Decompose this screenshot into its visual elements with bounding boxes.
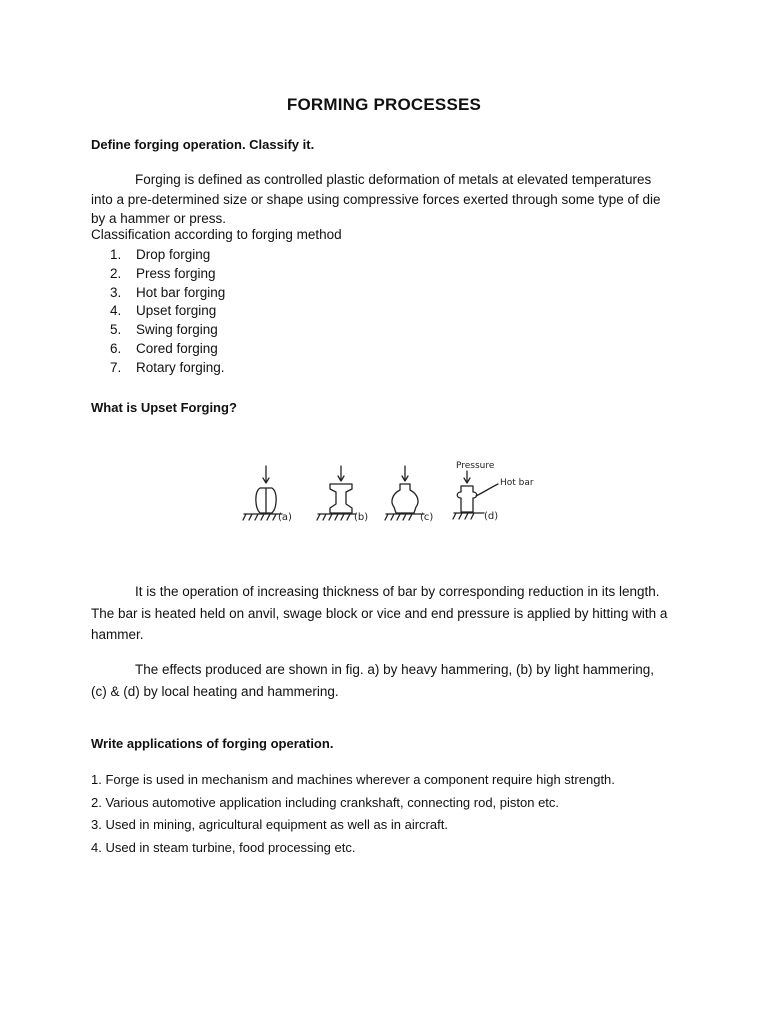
upset-line-1: It is the operation of increasing thickness of bar by corresponding reduction in its length. bbox=[135, 584, 660, 599]
upset-line-3: hammer. bbox=[91, 627, 144, 642]
forging-methods-list bbox=[110, 246, 225, 378]
upset-forging-figure bbox=[236, 452, 556, 532]
list-item: 5. Swing forging bbox=[110, 322, 218, 338]
list-item: 7. Rotary forging. bbox=[110, 359, 225, 375]
question-applications: Write applications of forging operation. bbox=[91, 736, 334, 751]
hot-bar-label: Hot bar bbox=[500, 478, 534, 488]
list-item: 4. Upset forging bbox=[110, 303, 217, 319]
figure-part-b bbox=[317, 466, 368, 523]
list-item: 1. Forge is used in mechanism and machines wherever a component require high strength. bbox=[91, 772, 615, 787]
page-title: FORMING PROCESSES bbox=[286, 95, 482, 114]
effects-line-2: (c) & (d) by local heating and hammering. bbox=[91, 683, 339, 699]
effects-paragraph bbox=[91, 659, 701, 702]
label-b: (b) bbox=[354, 512, 369, 523]
definition-line-1: Forging is defined as controlled plastic deformation of metals at elevated temperatures bbox=[135, 172, 652, 187]
label-d: (d) bbox=[484, 511, 499, 522]
upset-forging-paragraph bbox=[91, 581, 701, 646]
question-define-forging: Define forging operation. Classify it. bbox=[91, 137, 315, 152]
figure-part-c bbox=[385, 466, 433, 523]
question-upset-forging: What is Upset Forging? bbox=[91, 400, 237, 415]
list-item: 6. Cored forging bbox=[110, 340, 218, 356]
pressure-label: Pressure bbox=[456, 461, 495, 471]
list-item: 2. Press forging bbox=[110, 265, 216, 281]
definition-line-3: by a hammer or press. bbox=[91, 211, 227, 226]
applications-list bbox=[91, 769, 615, 860]
label-a: (a) bbox=[278, 512, 292, 523]
upset-line-2: The bar is heated held on anvil, swage block or vice and end pressure is applied by hitting with a bbox=[91, 605, 668, 621]
figure-part-a bbox=[243, 466, 292, 523]
list-item: 3. Hot bar forging bbox=[110, 284, 226, 300]
list-item: 3. Used in mining, agricultural equipment as well as in aircraft. bbox=[91, 817, 448, 833]
definition-line-2: into a pre-determined size or shape using compressive forces exerted through some type of die bbox=[91, 191, 661, 207]
figure-part-d bbox=[453, 461, 534, 522]
definition-paragraph bbox=[91, 170, 691, 229]
label-c: (c) bbox=[420, 512, 434, 523]
list-item: 1. Drop forging bbox=[110, 247, 211, 262]
list-item: 2. Various automotive application including crankshaft, connecting rod, piston etc. bbox=[91, 794, 560, 810]
list-item: 4. Used in steam turbine, food processing etc. bbox=[91, 840, 356, 856]
effects-line-1: The effects produced are shown in fig. a) by heavy hammering, (b) by light hammering, bbox=[135, 662, 655, 677]
classification-heading: Classification according to forging method bbox=[91, 227, 342, 242]
